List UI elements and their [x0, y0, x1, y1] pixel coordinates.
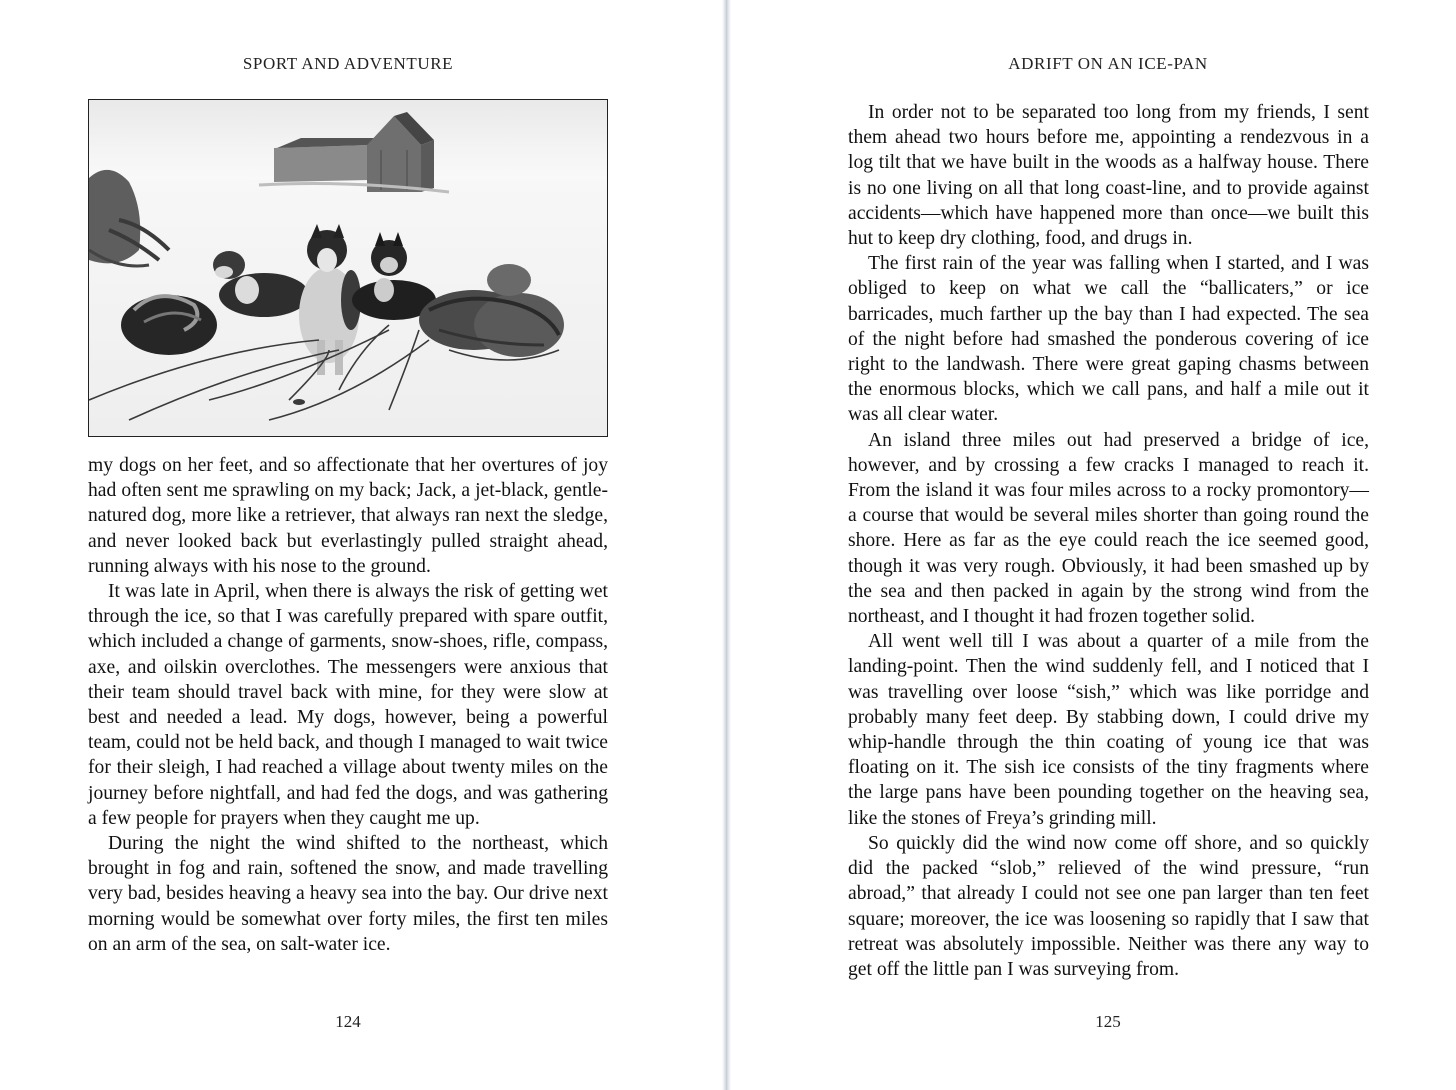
- sled-dogs-illustration: [89, 100, 607, 436]
- running-head-left: SPORT AND ADVENTURE: [242, 54, 454, 73]
- paragraph: All went well till I was about a quarter of a mile from the landing-point. Then the wind suddenly fell, and I noticed that I was travelling over loose “sish,” which was like porridge and probably many feet deep. By stabbing down, I could drive my whip-handle through the thin coating of young ice that was floating on it. The sish ice consists of the tiny fragments where the large pans have been pounding together on the heaving sea, like the stones of Freya’s grinding mill.: [848, 631, 1369, 829]
- paragraph: It was late in April, when there is always the risk of getting wet through the ice, so that I was carefully prepared with spare outfit, which included a change of garments, snow-shoes, rifle, compass, axe, and oilskin overclothes. The messengers were anxious that their team should travel back with mine, for they were slow at best and needed a lead. My dogs, however, being a powerful team, could not be held back, and though I managed to wait twice for their sleigh, I had reached a village about twenty miles on the journey before nightfall, and had fed the dogs, and was gathering a few people for prayers when they caught me up.: [88, 581, 608, 829]
- paragraph: During the night the wind shifted to the northeast, which brought in fog and rain, softened the snow, and made travelling very bad, besides heaving a heavy sea into the bay. Our drive next morning would be somewhat over forty miles, the first ten miles on an arm of the sea, on salt-water ice.: [88, 833, 608, 955]
- left-body-text: [88, 453, 608, 957]
- harness-bag: [121, 295, 217, 355]
- left-page: [0, 0, 722, 1090]
- right-body-text: [848, 100, 1369, 982]
- sled-dogs-photo: [88, 99, 608, 437]
- paragraph: So quickly did the wind now come off shore, and so quickly did the packed “slob,” relieved of the wind pressure, “run abroad,” that already I could not see one pan larger than ten feet square; moreover, the ice was loosening so rapidly that I saw that retreat was absolutely impossible. Neither was there any way to get off the little pan I was surveying from.: [848, 832, 1369, 980]
- book-gutter: [722, 0, 731, 1090]
- paragraph: my dogs on her feet, and so affectionate that her overtures of joy had often sent me sprawling on my back; Jack, a jet-black, gentle-natured dog, more like a retriever, that always ran next the sledge, and never looked back but everlastingly pulled straight ahead, running always with his nose to the ground.: [88, 455, 608, 577]
- paragraph: In order not to be separated too long from my friends, I sent them ahead two hours before me, appointing a rendezvous in a log tilt that we have built in the woods as a halfway house. There is no one living on all that long coast-line, and to provide against accidents—which have happened more than once—we built this hut to keep dry clothing, food, and drugs in.: [848, 102, 1369, 250]
- running-head-right: ADRIFT ON AN ICE-PAN: [1008, 54, 1208, 73]
- paragraph: The first rain of the year was falling when I started, and I was obliged to keep on what we call the “ballicaters,” or ice barricades, much farther up the bay than I had expected. The sea of the night before had smashed the ponderous covering of ice right to the landwash. There were great gaping chasms between the enormous blocks, which we call pans, and half a mile out it was all clear water.: [848, 253, 1369, 426]
- right-page: [731, 0, 1456, 1090]
- page-number-right: 125: [1095, 1012, 1121, 1031]
- page-number-left: 124: [335, 1012, 361, 1031]
- paragraph: An island three miles out had preserved a bridge of ice, however, and by crossing a few cracks I managed to reach it. From the island it was four miles across to a rocky promontory—a course that would be several miles shorter than going round the shore. Here as far as the eye could reach the ice seemed good, though it was very rough. Obviously, it had been smashed up by the sea and then packed in again by the strong wind from the northeast, and I thought it had frozen together solid.: [848, 429, 1369, 628]
